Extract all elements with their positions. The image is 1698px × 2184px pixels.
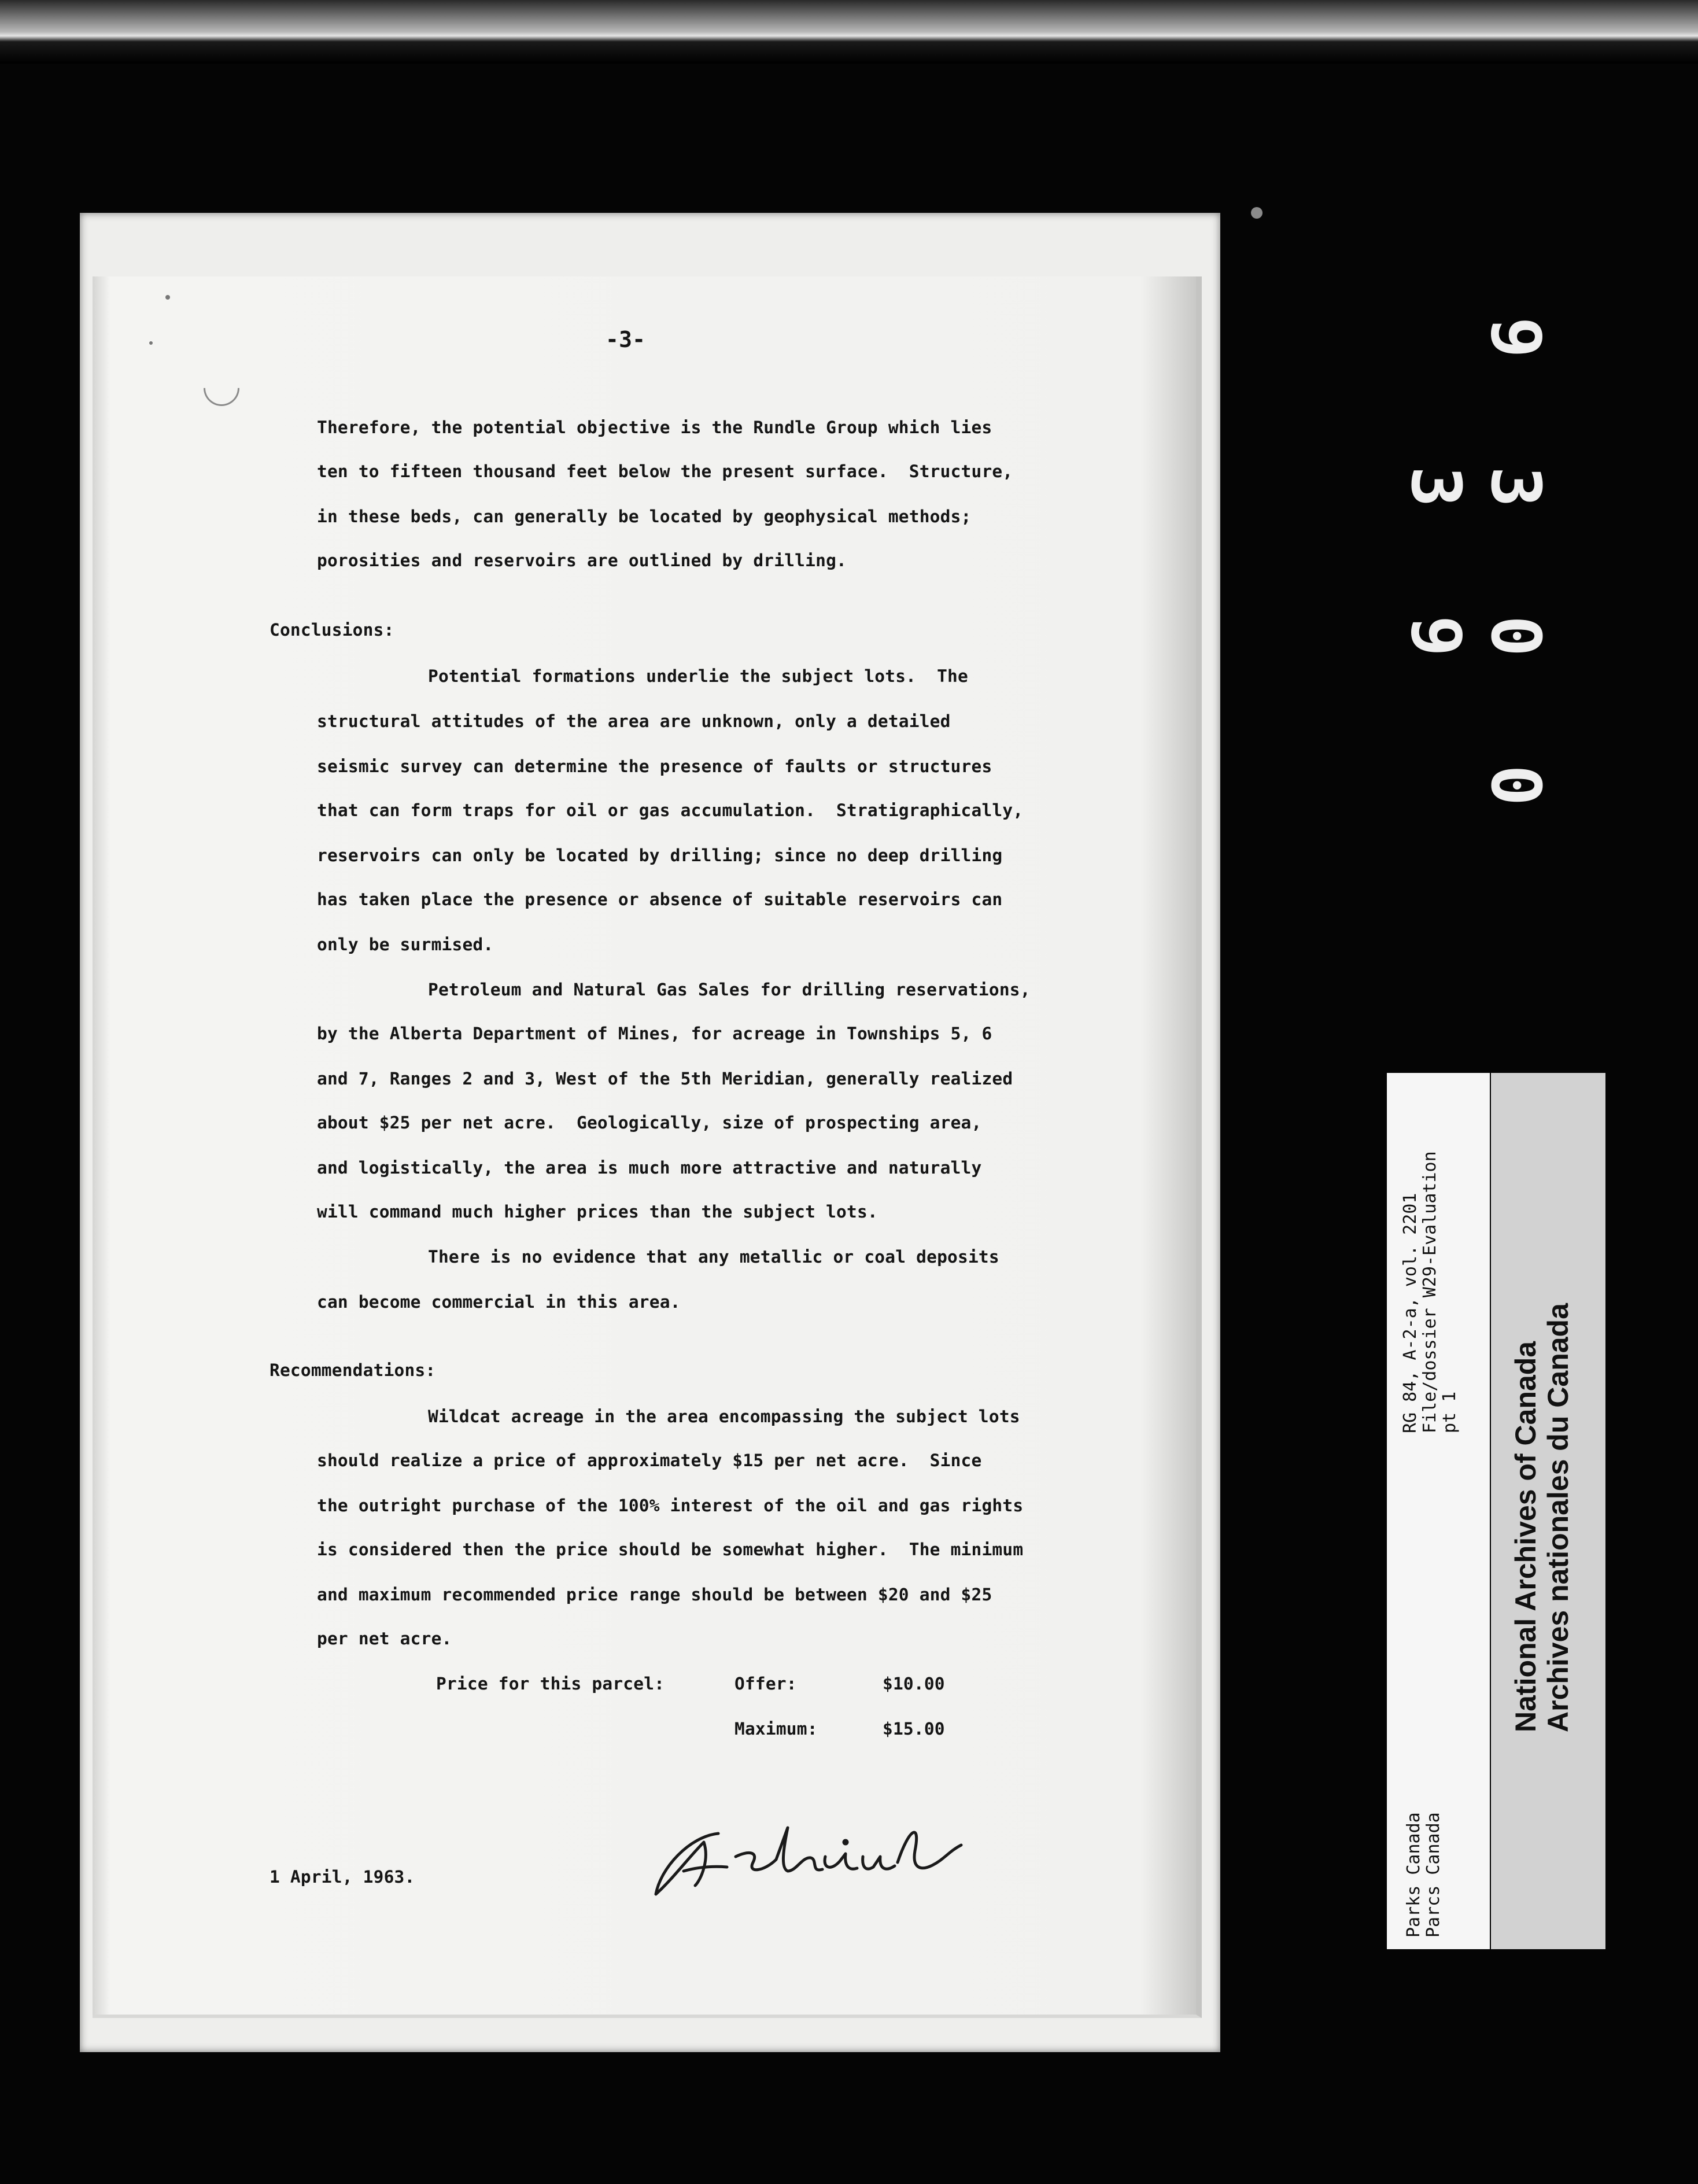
body-line: the outright purchase of the 100% interest of the oil and gas rights bbox=[317, 1496, 1024, 1515]
body-line: and 7, Ranges 2 and 3, West of the 5th Meridian, generally realized bbox=[317, 1069, 1013, 1089]
body-line: and logistically, the area is much more attractive and naturally bbox=[317, 1158, 982, 1178]
body-line: porosities and reservoirs are outlined by drilling. bbox=[317, 551, 847, 570]
offer-value: $10.00 bbox=[883, 1674, 945, 1694]
body-line: in these beds, can generally be located by geophysical methods; bbox=[317, 507, 972, 526]
archive-parks-canada: Parks Canada Parcs Canada bbox=[1404, 1812, 1444, 1938]
body-line: per net acre. bbox=[317, 1629, 452, 1648]
body-line: and maximum recommended price range should be between $20 and $25 bbox=[317, 1585, 992, 1604]
body-line: will command much higher prices than the subject lots. bbox=[317, 1202, 878, 1222]
body-line: that can form traps for oil or gas accumulation. Stratigraphically, bbox=[317, 800, 1024, 820]
body-line: should realize a price of approximately $15 per net acre. Since bbox=[317, 1451, 982, 1470]
offer-label: Offer: bbox=[734, 1674, 797, 1694]
body-line: by the Alberta Department of Mines, for acreage in Townships 5, 6 bbox=[317, 1024, 992, 1043]
frame-number: 9 3 0 0 3 9 bbox=[1396, 317, 1556, 840]
film-speck bbox=[1251, 207, 1263, 219]
maximum-value: $15.00 bbox=[883, 1719, 945, 1739]
archive-reference: RG 84, A-2-a, vol. 2201 File/dossier W29-Evaluation pt 1 bbox=[1400, 1151, 1460, 1433]
body-line: Potential formations underlie the subject lots. The bbox=[428, 666, 968, 686]
maximum-label: Maximum: bbox=[734, 1719, 818, 1739]
body-line: ten to fifteen thousand feet below the present surface. Structure, bbox=[317, 462, 1013, 481]
section-heading-conclusions: Conclusions: bbox=[270, 620, 394, 640]
body-line: can become commercial in this area. bbox=[317, 1292, 681, 1312]
archive-institution: National Archives of Canada Archives nationales du Canada bbox=[1509, 1303, 1574, 1732]
body-line: structural attitudes of the area are unknown, only a detailed bbox=[317, 711, 951, 731]
section-heading-recommendations: Recommendations: bbox=[270, 1360, 436, 1380]
body-line: has taken place the presence or absence of suitable reservoirs can bbox=[317, 890, 1003, 909]
page-speck bbox=[149, 341, 153, 345]
document-date: 1 April, 1963. bbox=[270, 1867, 415, 1887]
document-page-inner bbox=[93, 276, 1202, 2018]
film-edge bbox=[0, 0, 1698, 64]
price-label: Price for this parcel: bbox=[436, 1674, 665, 1694]
body-line: Petroleum and Natural Gas Sales for drilling reservations, bbox=[428, 980, 1031, 999]
page-speck bbox=[165, 295, 170, 300]
document-page-inner-wrap bbox=[80, 213, 1220, 2052]
body-line: is considered then the price should be somewhat higher. The minimum bbox=[317, 1540, 1024, 1559]
body-line: seismic survey can determine the presence of faults or structures bbox=[317, 757, 992, 776]
page-number: -3- bbox=[606, 327, 646, 352]
body-line: Wildcat acreage in the area encompassing the subject lots bbox=[428, 1407, 1020, 1426]
handwritten-signature bbox=[649, 1816, 973, 1903]
body-line: only be surmised. bbox=[317, 935, 494, 954]
body-line: about $25 per net acre. Geologically, size of prospecting area, bbox=[317, 1113, 982, 1132]
body-line: Therefore, the potential objective is the Rundle Group which lies bbox=[317, 418, 992, 437]
body-line: reservoirs can only be located by drilling; since no deep drilling bbox=[317, 846, 1003, 865]
body-line: There is no evidence that any metallic or coal deposits bbox=[428, 1247, 999, 1267]
